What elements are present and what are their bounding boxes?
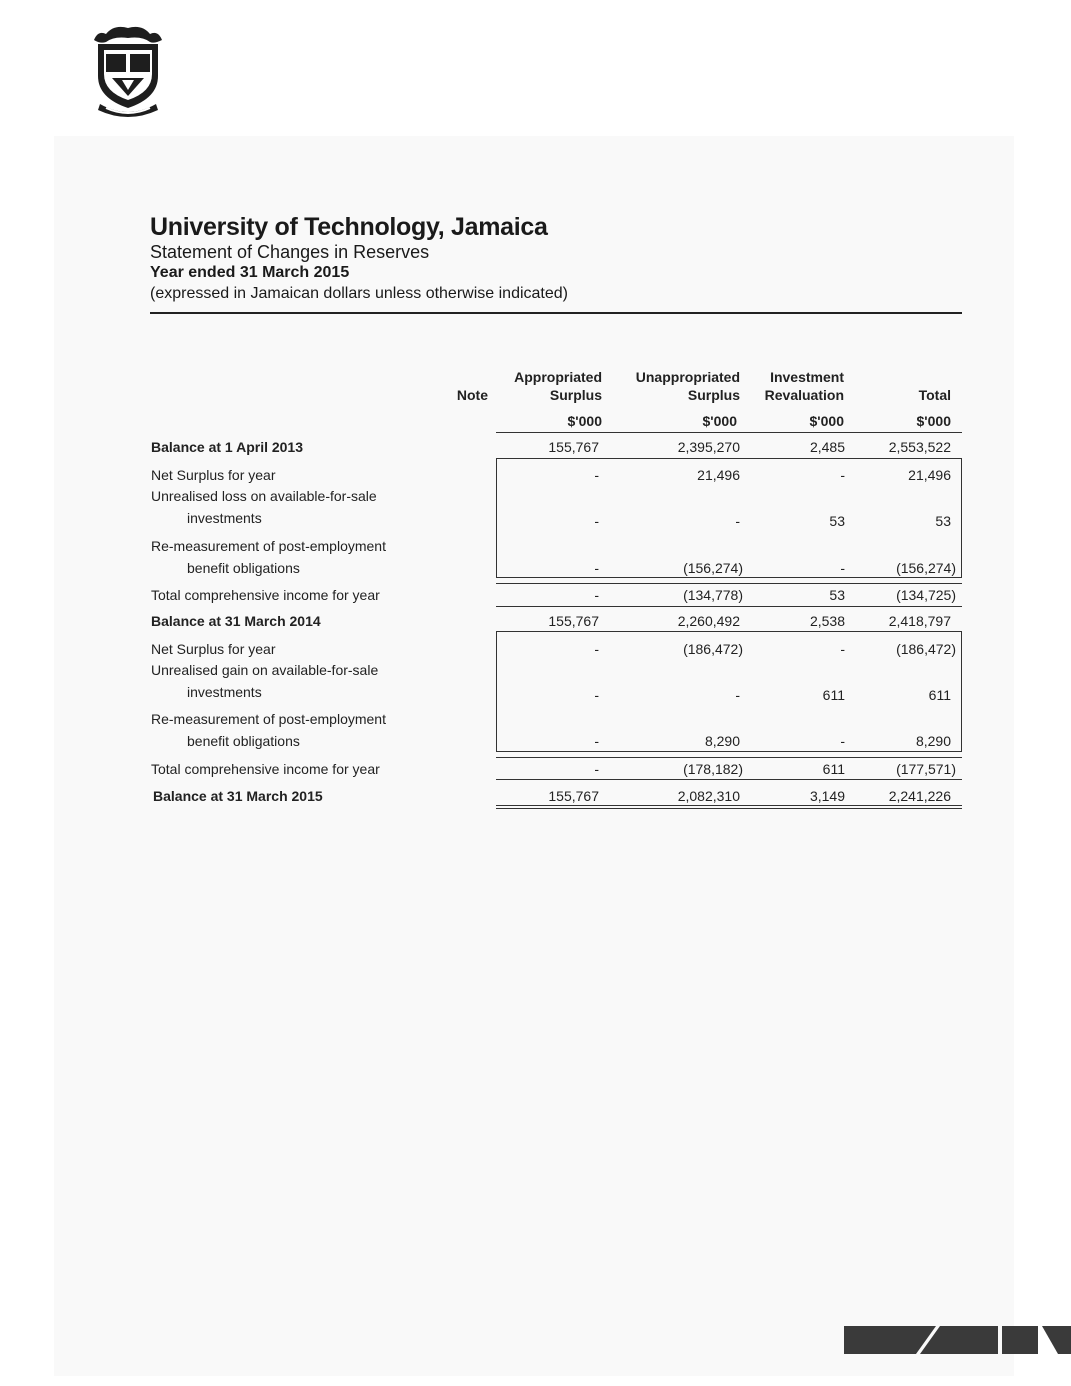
row-label: Unrealised loss on available-for-sale [151, 488, 377, 504]
row-total: 21,496 [908, 467, 951, 483]
row-label: Balance at 31 March 2014 [151, 613, 321, 629]
row-label-continued: investments [187, 510, 262, 526]
row-total: 611 [928, 687, 951, 703]
subtotal-rule [496, 757, 962, 758]
university-crest-logo [92, 24, 164, 118]
row-investment: 611 [822, 761, 845, 777]
row-unappropriated: 2,395,270 [677, 439, 740, 455]
row-unappropriated: - [735, 513, 740, 529]
row-investment: 53 [829, 587, 845, 603]
row-total: 2,241,226 [888, 788, 951, 804]
row-total: (134,725) [896, 587, 956, 603]
row-unappropriated: - [735, 687, 740, 703]
row-appropriated: - [594, 761, 599, 777]
grand-total-double-underline-bottom [496, 808, 962, 809]
row-appropriated: - [594, 467, 599, 483]
period-line: Year ended 31 March 2015 [150, 264, 350, 281]
institution-title: University of Technology, Jamaica [150, 213, 548, 241]
row-investment: - [840, 733, 845, 749]
row-unappropriated: 8,290 [704, 733, 740, 749]
row-investment: 53 [829, 513, 845, 529]
row-appropriated: - [594, 560, 599, 576]
row-appropriated: 155,767 [548, 788, 599, 804]
unappropriated-header-line2: Surplus [687, 387, 740, 403]
heading-rule [150, 312, 962, 314]
row-total: (186,472) [896, 641, 956, 657]
unit-header-total: $'000 [916, 413, 951, 429]
row-investment: 3,149 [809, 788, 845, 804]
unit-header-investment: $'000 [809, 413, 844, 429]
row-investment: 611 [822, 687, 845, 703]
grand-total-double-underline-top [496, 805, 962, 806]
row-appropriated: - [594, 641, 599, 657]
unit-header-unappropriated: $'000 [702, 413, 737, 429]
row-total: 8,290 [915, 733, 951, 749]
header-underline [496, 432, 962, 433]
row-investment: - [840, 560, 845, 576]
investment-header-line2: Revaluation [764, 387, 844, 403]
row-total: 2,418,797 [888, 613, 951, 629]
row-appropriated: 155,767 [548, 439, 599, 455]
row-label-continued: benefit obligations [187, 733, 300, 749]
row-label-continued: benefit obligations [187, 560, 300, 576]
row-unappropriated: (134,778) [683, 587, 743, 603]
row-appropriated: - [594, 733, 599, 749]
row-total: 53 [935, 513, 951, 529]
unit-header-appropriated: $'000 [567, 413, 602, 429]
row-appropriated: 155,767 [548, 613, 599, 629]
row-label: Total comprehensive income for year [151, 761, 380, 777]
row-label: Unrealised gain on available-for-sale [151, 662, 379, 678]
total-header: Total [918, 387, 951, 403]
row-unappropriated: 21,496 [697, 467, 740, 483]
row-label: Net Surplus for year [151, 641, 276, 657]
row-investment: - [840, 641, 845, 657]
row-label: Re-measurement of post-employment [151, 538, 386, 554]
row-label: Balance at 1 April 2013 [151, 439, 304, 455]
subtotal-rule [496, 583, 962, 584]
row-unappropriated: 2,260,492 [677, 613, 740, 629]
row-investment: - [840, 467, 845, 483]
row-unappropriated: 2,082,310 [677, 788, 740, 804]
basis-line: (expressed in Jamaican dollars unless otherwise indicated) [150, 285, 568, 302]
note-column-header: Note [456, 387, 488, 403]
row-total: (177,571) [896, 761, 956, 777]
row-appropriated: - [594, 687, 599, 703]
row-label-continued: investments [187, 684, 262, 700]
footer-decorative-blocks [844, 1326, 1071, 1354]
investment-header-line1: Investment [770, 369, 844, 385]
subtotal-underline [496, 606, 962, 607]
row-investment: 2,538 [809, 613, 845, 629]
row-investment: 2,485 [809, 439, 845, 455]
row-label: Re-measurement of post-employment [151, 711, 386, 727]
row-appropriated: - [594, 513, 599, 529]
subtotal-underline [496, 779, 962, 780]
page-sheet [54, 136, 1014, 1376]
row-label: Total comprehensive income for year [151, 587, 380, 603]
row-unappropriated: (186,472) [683, 641, 743, 657]
appropriated-header-line1: Appropriated [514, 369, 602, 385]
row-appropriated: - [594, 587, 599, 603]
row-label: Balance at 31 March 2015 [153, 788, 323, 804]
row-unappropriated: (178,182) [683, 761, 743, 777]
unappropriated-header-line1: Unappropriated [635, 369, 740, 385]
statement-heading [150, 212, 962, 304]
row-label: Net Surplus for year [151, 467, 276, 483]
row-unappropriated: (156,274) [683, 560, 743, 576]
statement-title: Statement of Changes in Reserves [150, 242, 430, 262]
row-total: 2,553,522 [888, 439, 951, 455]
appropriated-header-line2: Surplus [549, 387, 602, 403]
row-total: (156,274) [896, 560, 956, 576]
